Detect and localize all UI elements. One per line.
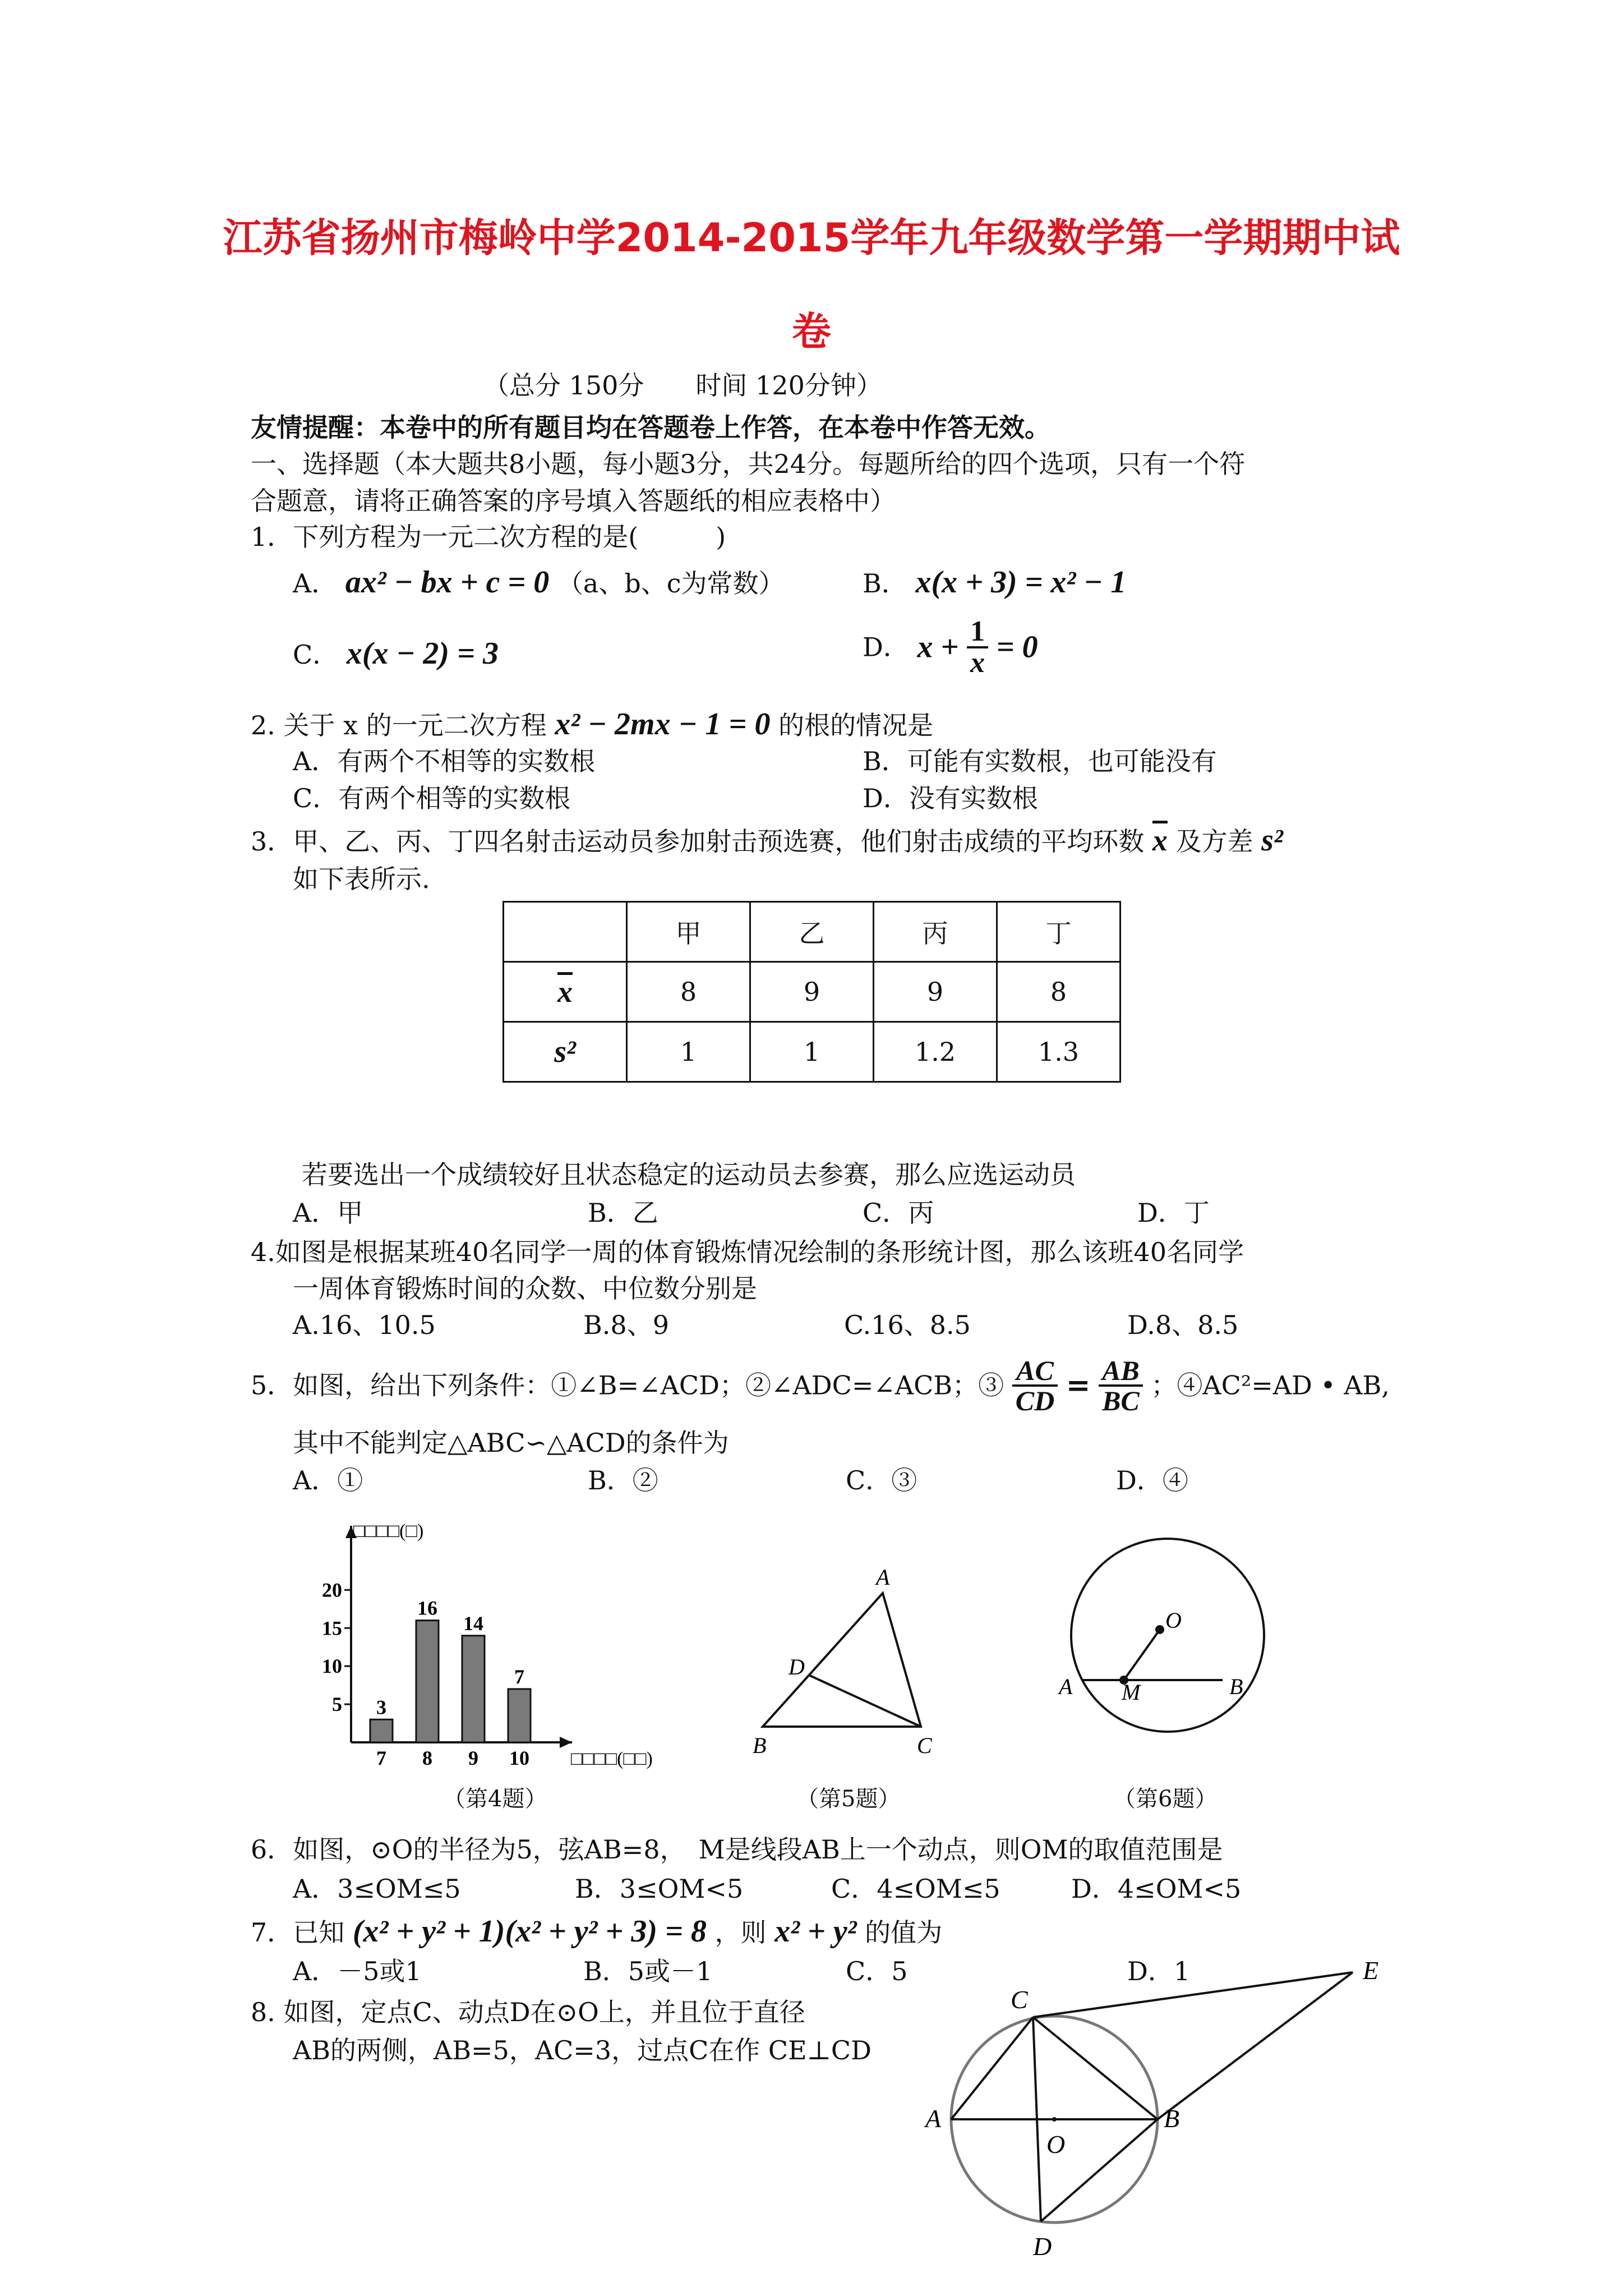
y-tick-label: 20: [322, 1579, 342, 1602]
table-header-cell: 丁: [997, 902, 1121, 962]
table-header-row: [504, 902, 1121, 962]
y-tick-label: 15: [322, 1617, 342, 1640]
q3-table: [502, 901, 1121, 1083]
exam-info: （总分 150分 时间 120分钟）: [483, 370, 882, 401]
q3-variance-symbol: s²: [1261, 823, 1283, 858]
q1-b-label: B．: [863, 568, 907, 599]
q4-option-a: A.16、10.5: [293, 1310, 436, 1340]
table-header-cell: 丙: [874, 902, 997, 962]
q7-stem-mid: ，则: [714, 1917, 767, 1948]
q3-stem: [251, 822, 1283, 859]
q5-frac2-numerator: AB: [1099, 1356, 1143, 1387]
q7-option-a: A．－5或1: [293, 1956, 422, 1986]
q3-option-c: C．丙: [863, 1198, 934, 1228]
x-tick-label: 7: [376, 1747, 386, 1769]
point-label-b: B: [753, 1733, 767, 1758]
point-label-d: D: [789, 1654, 805, 1680]
q2-stem-pre: 2. 关于 x 的一元二次方程: [251, 710, 547, 740]
q5-option-b: B．②: [588, 1465, 658, 1496]
q7-expression: x² + y²: [774, 1914, 857, 1949]
x-tick-label: 9: [468, 1747, 478, 1769]
bar-value-label: 3: [376, 1696, 386, 1719]
q1-d-numerator: 1: [967, 617, 988, 648]
q5-fraction-2: [1099, 1356, 1143, 1415]
q5-stem-pre: 5．如图，给出下列条件：①∠B=∠ACD；②∠ADC=∠ACB；③: [251, 1370, 1004, 1401]
q5-option-c: C．③: [846, 1465, 917, 1496]
q3-option-b: B．乙: [588, 1198, 658, 1228]
section-heading: 一、选择题（本大题共8小题，每小题3分，共24分。每题所给的四个选项，只有一个符: [251, 449, 1246, 479]
q7-stem-post: 的值为: [865, 1917, 943, 1948]
q2-stem: [251, 706, 933, 743]
table-row: [504, 1022, 1121, 1082]
q1-d-post: = 0: [996, 629, 1038, 665]
q2-equation: x² − 2mx − 1 = 0: [555, 707, 771, 742]
document-title: 江苏省扬州市梅岭中学2014-2015学年九年级数学第一学期期中试: [223, 215, 1400, 261]
x-axis-arrow: [560, 1737, 572, 1748]
bar: [416, 1621, 439, 1742]
point-o: [1052, 2117, 1057, 2122]
q7-option-b: B．5或－1: [583, 1956, 713, 1986]
q4-option-d: D.8、8.5: [1127, 1310, 1239, 1340]
point-label-a: A: [1059, 1674, 1073, 1699]
q6-option-a: A．3≤OM≤5: [293, 1874, 461, 1904]
table-cell: 8: [997, 962, 1121, 1022]
table-header-cell: [504, 902, 627, 962]
q4-stem-continued: 一周体育锻炼时间的众数、中位数分别是: [293, 1273, 757, 1304]
q1-option-c: [293, 635, 499, 673]
table-cell: 1: [627, 1022, 750, 1082]
y-axis-label: □□□□(□): [353, 1521, 424, 1542]
table-cell: 1: [750, 1022, 874, 1082]
row-label-mean: $\overline{x}$: [504, 962, 627, 1022]
q5-frac1-denominator: CD: [1015, 1385, 1055, 1416]
q8-stem: 8. 如图，定点C、动点D在⊙O上，并且位于直径: [251, 1997, 805, 2027]
q3-stem-continued: 如下表所示.: [293, 864, 430, 894]
segment-be: [1158, 1972, 1353, 2119]
q1-d-denominator: x: [970, 647, 985, 679]
x-tick-label: 10: [509, 1747, 529, 1769]
point-label-c: C: [917, 1733, 932, 1758]
row-label-variance: s²: [504, 1022, 627, 1082]
x-tick-label: 8: [422, 1747, 432, 1769]
triangle-abc: [763, 1593, 921, 1727]
table-cell: 8: [627, 962, 750, 1022]
table-cell: 9: [750, 962, 874, 1022]
bar: [508, 1689, 531, 1742]
q1-c-label: C．: [293, 639, 339, 670]
bar-value-label: 14: [463, 1612, 483, 1635]
q3-option-d: D．丁: [1137, 1198, 1210, 1228]
circle-o: [1071, 1539, 1264, 1732]
q2-stem-post: 的根的情况是: [778, 710, 934, 740]
table-cell: 1.3: [997, 1022, 1121, 1082]
point-label-o: O: [1046, 2130, 1066, 2159]
q6-option-b: B．3≤OM<5: [575, 1874, 744, 1904]
segment-om: [1124, 1630, 1160, 1680]
point-label-c: C: [1011, 1985, 1028, 2014]
q4-option-c: C.16、8.5: [844, 1310, 971, 1340]
bar: [462, 1636, 485, 1742]
segment-cb: [1033, 2017, 1158, 2119]
bar: [370, 1719, 393, 1742]
point-label-a: A: [876, 1565, 890, 1590]
q4-bar-chart: [303, 1515, 751, 1773]
q3-stem-mid: 及方差: [1175, 826, 1253, 857]
q3-question: 若要选出一个成绩较好且状态稳定的运动员去参赛，那么应选运动员: [302, 1159, 1076, 1190]
q5-stem: [251, 1356, 1390, 1415]
q5-equals: =: [1066, 1368, 1091, 1402]
q5-frac1-numerator: AC: [1012, 1356, 1058, 1387]
y-tick-label: 5: [332, 1693, 342, 1716]
table-header-cell: 甲: [627, 902, 750, 962]
point-label-a: A: [925, 2104, 942, 2133]
point-label-e: E: [1363, 1956, 1379, 1985]
table-cell: 1.2: [874, 1022, 997, 1082]
table-row: [504, 962, 1121, 1022]
q1-option-a: [293, 564, 785, 601]
chart-plot: [322, 1521, 653, 1769]
q1-a-equation: ax² − bx + c = 0: [345, 565, 550, 600]
q2-option-d: D．没有实数根: [863, 783, 1038, 813]
q8-circle-figure: [909, 1952, 1402, 2294]
q8-stem-continued: AB的两侧，AB=5，AC=3，过点C在作 CE⊥CD: [293, 2035, 872, 2065]
q1-a-label: A．: [293, 568, 338, 599]
table-header-cell: 乙: [750, 902, 874, 962]
q1-d-fraction: [967, 617, 988, 678]
q1-a-note: （a、b、c为常数）: [557, 568, 785, 599]
q6-circle-figure: [1054, 1531, 1279, 1767]
point-label-d: D: [1033, 2232, 1052, 2261]
document-title-continued: 卷: [792, 309, 831, 355]
table-cell: 9: [874, 962, 997, 1022]
q1-option-d: [863, 617, 1038, 678]
q7-equation: (x² + y² + 1)(x² + y² + 3) = 8: [352, 1914, 707, 1949]
q5-stem-post: ；④AC²=AD • AB,: [1151, 1370, 1390, 1401]
y-tick-label: 10: [322, 1655, 342, 1678]
q7-option-c: C．5: [846, 1956, 908, 1986]
q3-stem-pre: 3．甲、乙、丙、丁四名射击运动员参加射击预选赛，他们射击成绩的平均环数: [251, 826, 1145, 857]
x-axis-label: □□□□(□□): [571, 1749, 653, 1769]
point-label-b: B: [1164, 2104, 1180, 2133]
segment-ce: [1033, 1972, 1353, 2017]
reminder: 友情提醒：本卷中的所有题目均在答题卷上作答，在本卷中作答无效。: [251, 412, 1050, 443]
q3-option-a: A．甲: [293, 1198, 363, 1228]
q1-b-equation: x(x + 3) = x² − 1: [915, 565, 1127, 600]
segment-dc: [809, 1675, 921, 1727]
q5-option-d: D．④: [1116, 1465, 1188, 1496]
q2-option-b: B．可能有实数根，也可能没有: [863, 746, 1217, 776]
figure-caption-5: （第5题）: [796, 1786, 901, 1812]
q1-option-b: [863, 564, 1126, 601]
q5-triangle-figure: [740, 1559, 953, 1761]
point-label-b: B: [1229, 1674, 1243, 1699]
q5-frac2-denominator: BC: [1102, 1385, 1140, 1416]
point-o: [1155, 1625, 1164, 1634]
q7-stem-pre: 7．已知: [251, 1917, 345, 1948]
q2-option-a: A．有两个不相等的实数根: [293, 746, 596, 776]
q1-c-equation: x(x − 2) = 3: [346, 636, 499, 671]
q7-stem: [251, 1913, 942, 1950]
q3-mean-symbol: $\overline{x}$: [1152, 823, 1168, 857]
bar-value-label: 7: [514, 1665, 524, 1688]
section-heading-continued: 合题意，请将正确答案的序号填入答题纸的相应表格中）: [251, 486, 896, 516]
figure-caption-6: （第6题）: [1113, 1786, 1218, 1812]
q4-option-b: B.8、9: [583, 1310, 669, 1340]
q2-option-c: C．有两个相等的实数根: [293, 783, 571, 813]
q5-fraction-1: [1012, 1356, 1058, 1415]
q1-stem: 1．下列方程为一元二次方程的是( ): [251, 522, 726, 552]
q6-option-d: D．4≤OM<5: [1071, 1874, 1242, 1904]
q5-stem-continued: 其中不能判定△ABC∽△ACD的条件为: [293, 1428, 729, 1458]
point-label-m: M: [1122, 1680, 1141, 1705]
q5-option-a: A．①: [293, 1465, 363, 1496]
bar-value-label: 16: [417, 1596, 437, 1619]
q6-option-c: C．4≤OM≤5: [831, 1874, 1000, 1904]
q7-option-d: D．1: [1127, 1956, 1191, 1986]
q1-d-label: D．: [863, 632, 909, 662]
q6-stem: 6．如图，⊙O的半径为5，弦AB=8， M是线段AB上一个动点，则OM的取值范围是: [251, 1834, 1223, 1865]
q1-d-pre: x +: [917, 629, 959, 665]
point-label-o: O: [1165, 1608, 1182, 1633]
q4-stem: 4.如图是根据某班40名同学一周的体育锻炼情况绘制的条形统计图，那么该班40名同学: [251, 1237, 1244, 1267]
figure-caption-4: （第4题）: [443, 1786, 547, 1812]
